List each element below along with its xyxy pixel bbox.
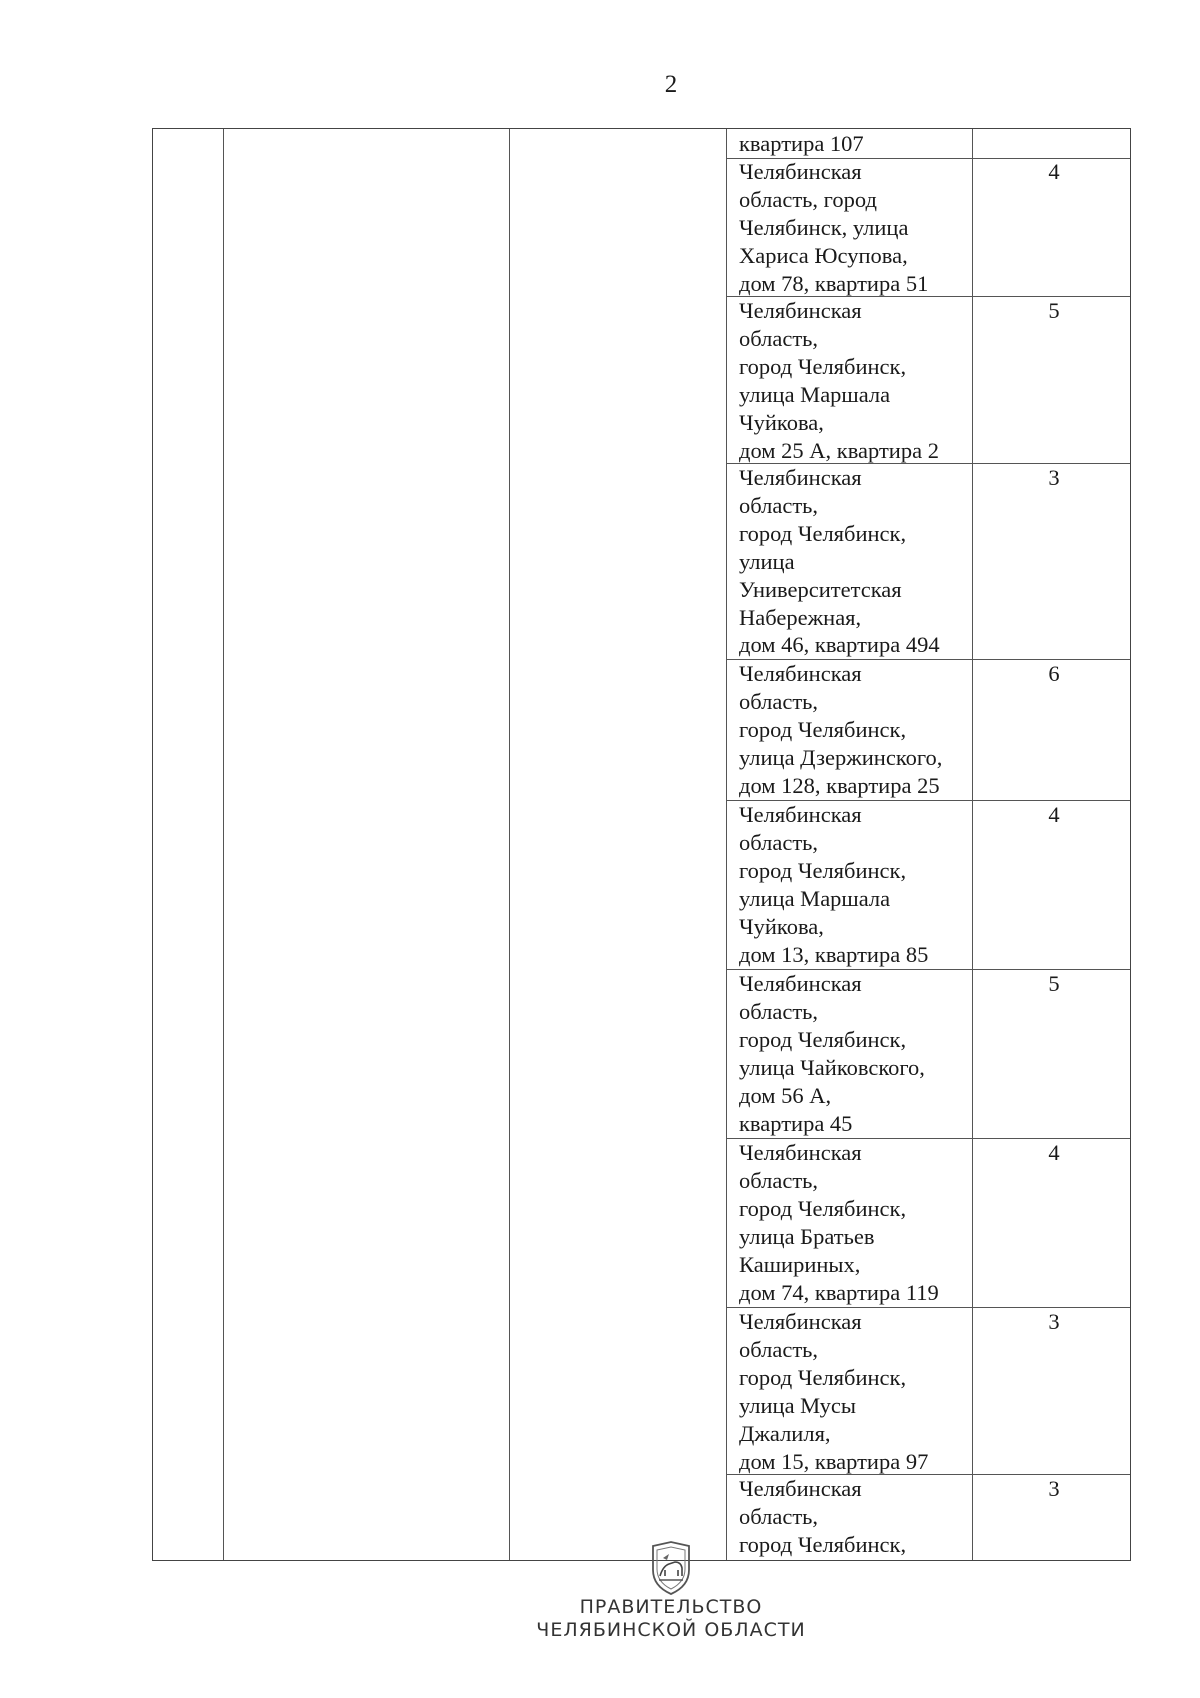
address-cell: Челябинская область, город Челябинск, улица Хариса Юсупова, дом 78, квартира 51 bbox=[739, 159, 929, 296]
address-cell: квартира 107 bbox=[739, 131, 864, 156]
column-divider bbox=[726, 129, 727, 1560]
count-cell: 3 bbox=[1048, 465, 1060, 490]
coat-of-arms-icon bbox=[645, 1540, 697, 1596]
address-cell: Челябинская область, город Челябинск, улица Мусы Джалиля, дом 15, квартира 97 bbox=[739, 1309, 929, 1474]
address-cell: Челябинская область, город Челябинск, улица Чайковского, дом 56 А, квартира 45 bbox=[739, 971, 925, 1136]
government-name-line-1: ПРАВИТЕЛЬСТВО bbox=[579, 1596, 763, 1618]
address-cell: Челябинская область, город Челябинск, улица Дзержинского, дом 128, квартира 25 bbox=[739, 661, 943, 798]
government-footer bbox=[0, 1540, 1200, 1642]
count-cell: 4 bbox=[1048, 802, 1060, 827]
count-cell: 5 bbox=[1048, 971, 1060, 996]
page-number: 2 bbox=[664, 71, 678, 98]
column-divider bbox=[972, 129, 973, 1560]
count-cell: 6 bbox=[1048, 661, 1060, 686]
address-cell: Челябинская область, город Челябинск, улица Университетская Набережная, дом 46, квартира 494 bbox=[739, 465, 940, 658]
count-cell: 5 bbox=[1048, 298, 1060, 323]
count-cell: 4 bbox=[1048, 1140, 1060, 1165]
address-cell: Челябинская область, город Челябинск, bbox=[739, 1476, 907, 1557]
count-cell: 3 bbox=[1048, 1309, 1060, 1334]
column-divider bbox=[223, 129, 224, 1560]
government-name-line-2: ЧЕЛЯБИНСКОЙ ОБЛАСТИ bbox=[536, 1619, 806, 1641]
address-cell: Челябинская область, город Челябинск, улица Маршала Чуйкова, дом 13, квартира 85 bbox=[739, 802, 929, 967]
address-table bbox=[152, 128, 1131, 1561]
column-divider bbox=[509, 129, 510, 1560]
address-cell: Челябинская область, город Челябинск, улица Братьев Кашириных, дом 74, квартира 119 bbox=[739, 1140, 939, 1305]
count-cell: 4 bbox=[1048, 159, 1060, 184]
count-cell: 3 bbox=[1048, 1476, 1060, 1501]
address-cell: Челябинская область, город Челябинск, улица Маршала Чуйкова, дом 25 А, квартира 2 bbox=[739, 298, 939, 463]
